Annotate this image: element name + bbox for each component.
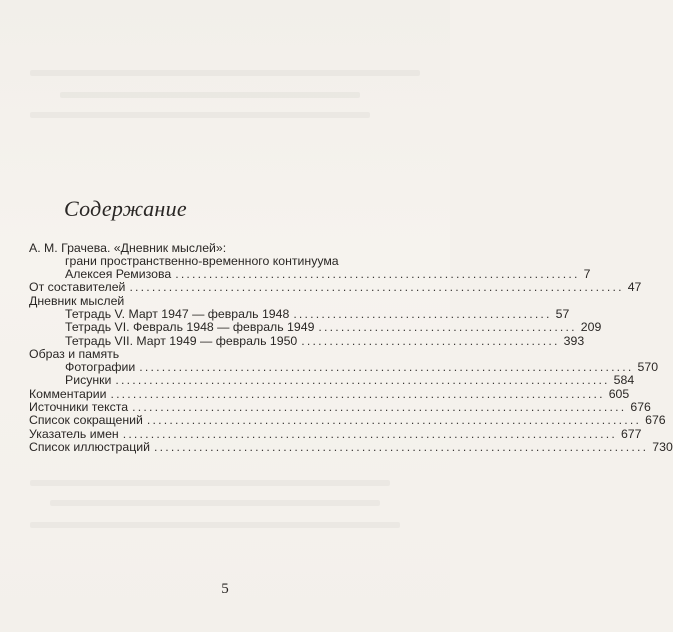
toc-entry-label: Дневник мыслей [29, 294, 125, 308]
leader-dots: ........................................................................................ [115, 373, 610, 387]
toc-page-number: 677 [620, 427, 642, 441]
toc-entry-label: Тетрадь V. Март 1947 — февраль 1948 [65, 307, 290, 321]
toc-page-number: 730 [652, 440, 673, 454]
toc-page-number: 676 [645, 413, 666, 427]
toc-entry-label: Указатель имен [29, 427, 119, 441]
toc-page-number: 209 [580, 320, 602, 334]
page-number: 5 [221, 581, 229, 597]
toc-entry-label: От составителей [29, 280, 126, 294]
toc-entry-label: грани пространственно-временного континуума [65, 254, 339, 268]
toc-page-number: 605 [608, 387, 630, 401]
leader-dots: .............................................. [293, 307, 552, 321]
toc-page-number: 7 [583, 267, 591, 281]
toc-entry-label: Список сокращений [29, 413, 143, 427]
toc-entry-label: Алексея Ремизова [65, 267, 172, 281]
leader-dots: ........................................................................................ [122, 427, 617, 441]
leader-dots: .............................................. [301, 334, 560, 348]
toc-entry-label: А. М. Грачева. «Дневник мыслей»: [29, 241, 227, 255]
toc-page-number: 57 [555, 307, 570, 321]
show-through-text [30, 480, 390, 486]
toc-entry-label: Фотографии [65, 360, 136, 374]
leader-dots: ........................................................................................ [110, 387, 605, 401]
show-through-text [30, 112, 370, 118]
contents-heading: Содержание [64, 196, 188, 221]
toc-entry[interactable] [29, 438, 673, 456]
toc-entry-label: Рисунки [65, 373, 112, 387]
leader-dots: ........................................................................................ [146, 413, 642, 427]
leader-dots: ........................................................................................ [139, 360, 634, 374]
leader-dots: ........................................................................................ [132, 400, 627, 414]
toc-page-number: 676 [630, 400, 651, 414]
toc-page-number: 584 [613, 373, 635, 387]
toc-page-number: 47 [627, 280, 642, 294]
show-through-text [50, 500, 380, 506]
leader-dots: ........................................................................................ [129, 280, 624, 294]
show-through-text [60, 92, 360, 98]
toc-entry-label: Образ и память [29, 347, 120, 361]
toc-entry-label: Тетрадь VII. Март 1949 — февраль 1950 [65, 334, 298, 348]
leader-dots: .............................................. [318, 320, 577, 334]
toc-entry-label: Комментарии [29, 387, 107, 401]
show-through-text [30, 70, 420, 76]
toc-entry-label: Источники текста [29, 400, 129, 414]
toc-entry-label: Список иллюстраций [29, 440, 151, 454]
show-through-text [30, 522, 400, 528]
leader-dots: ........................................................................................ [154, 440, 649, 454]
toc-entry-label: Тетрадь VI. Февраль 1948 — февраль 1949 [65, 320, 315, 334]
toc-page-number: 570 [637, 360, 659, 374]
leader-dots: ........................................................................ [175, 267, 580, 281]
toc-page-number: 393 [563, 334, 585, 348]
